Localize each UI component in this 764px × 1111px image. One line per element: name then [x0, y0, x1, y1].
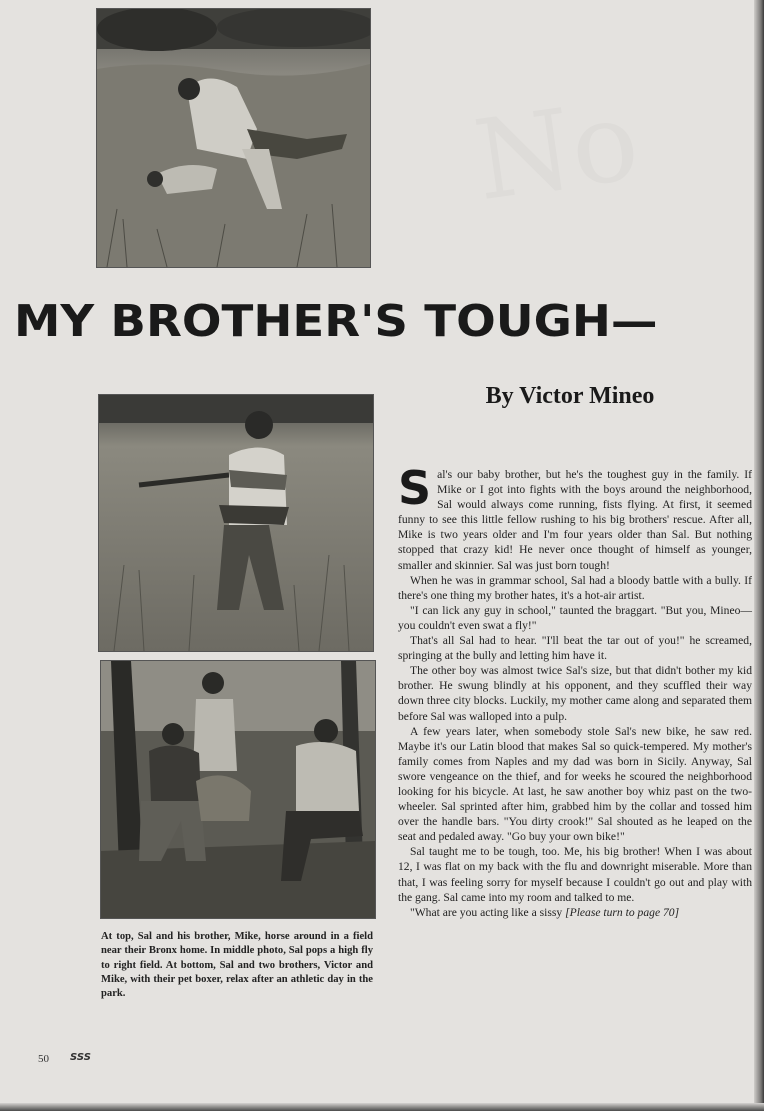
photo-caption: At top, Sal and his brother, Mike, horse around in a field near their Bronx home. In middle photo, Sal pops a high fly to right field. At bottom, Sal and two brothers, Victor and Mike, with their pet boxer, relax after an athletic day in the park.: [101, 931, 373, 1000]
article-paragraph-3: "I can lick any guy in school," taunted the braggart. "But you, Mineo—you couldn't even swat a fly!": [398, 603, 752, 632]
photo-top: [96, 8, 371, 268]
drop-cap: S: [398, 461, 432, 515]
article-body: [398, 461, 752, 920]
page-spine-edge: [754, 0, 764, 1111]
article-paragraph-2: When he was in grammar school, Sal had a bloody battle with a bully. If there's one thing my brother hates, it's a hot-air artist.: [398, 573, 752, 602]
faint-background-lettering: No: [467, 75, 647, 226]
article-paragraph-6: A few years later, when somebody stole Sal's new bike, he saw red. Maybe it's our Latin blood that makes Sal so quick-tempered. My mother's family comes from Naples and my dad was born in Sicily. Anyway, Sal swore vengeance on the thief, and for weeks he scoured the neighborhood looking for his bicycle. At last, he saw another boy whiz past on the two-wheeler. Sal sprinted after him, grabbed him by the collar and tossed him over the handle bars. "You dirty crook!" Sal shouted as he leaped on the seat and pedaled away. "Go buy your own bike!": [398, 724, 752, 844]
continued-note: [Please turn to page 70]: [565, 905, 680, 919]
article-paragraph-4: That's all Sal had to hear. "I'll beat the tar out of you!" he screamed, springing at the bully and letting him have it.: [398, 634, 752, 663]
magazine-logo-mark: SSS: [70, 1052, 91, 1063]
article-paragraph-1: Sal's our baby brother, but he's the toughest guy in the family. If Mike or I got into fights with the boys around the neighborhood, Sal would always come running, fists flying. At first, it seemed funny to see this little fellow rushing to his big brothers' rescue. After all, Mike is two years older and I'm four years older than Sal. But nothing stopped that crazy kid! He never once thought of himself as younger, smaller and skinnier. Sal was just born tough!: [398, 461, 752, 572]
photo-middle-image: [99, 395, 373, 651]
page-number: 50: [38, 1053, 49, 1065]
photo-middle: [98, 394, 374, 652]
article-paragraph-8: "What are you acting like a sissy [Please turn to page 70]: [410, 905, 680, 919]
article-paragraph-7: Sal taught me to be tough, too. Me, his big brother! When I was about 12, I was flat on my back with the flu and downright miserable. More than that, I was feeling sorry for myself because I couldn't go out and play with the gang. Sal came into my room and talked to me.: [398, 845, 752, 904]
photo-bottom: [100, 660, 376, 919]
photo-bottom-image: [101, 661, 375, 918]
photo-top-image: [97, 9, 370, 267]
article-paragraph-5: The other boy was almost twice Sal's size, but that didn't bother my kid brother. He swung blindly at his opponent, and they scuffled their way down three city blocks. Luckily, my mother came along and separated them before Sal was walloped into a pulp.: [398, 664, 752, 723]
page-bottom-edge: [0, 1103, 764, 1111]
byline: By Victor Mineo: [485, 383, 655, 409]
headline: MY BROTHER'S TOUGH—: [14, 296, 658, 346]
